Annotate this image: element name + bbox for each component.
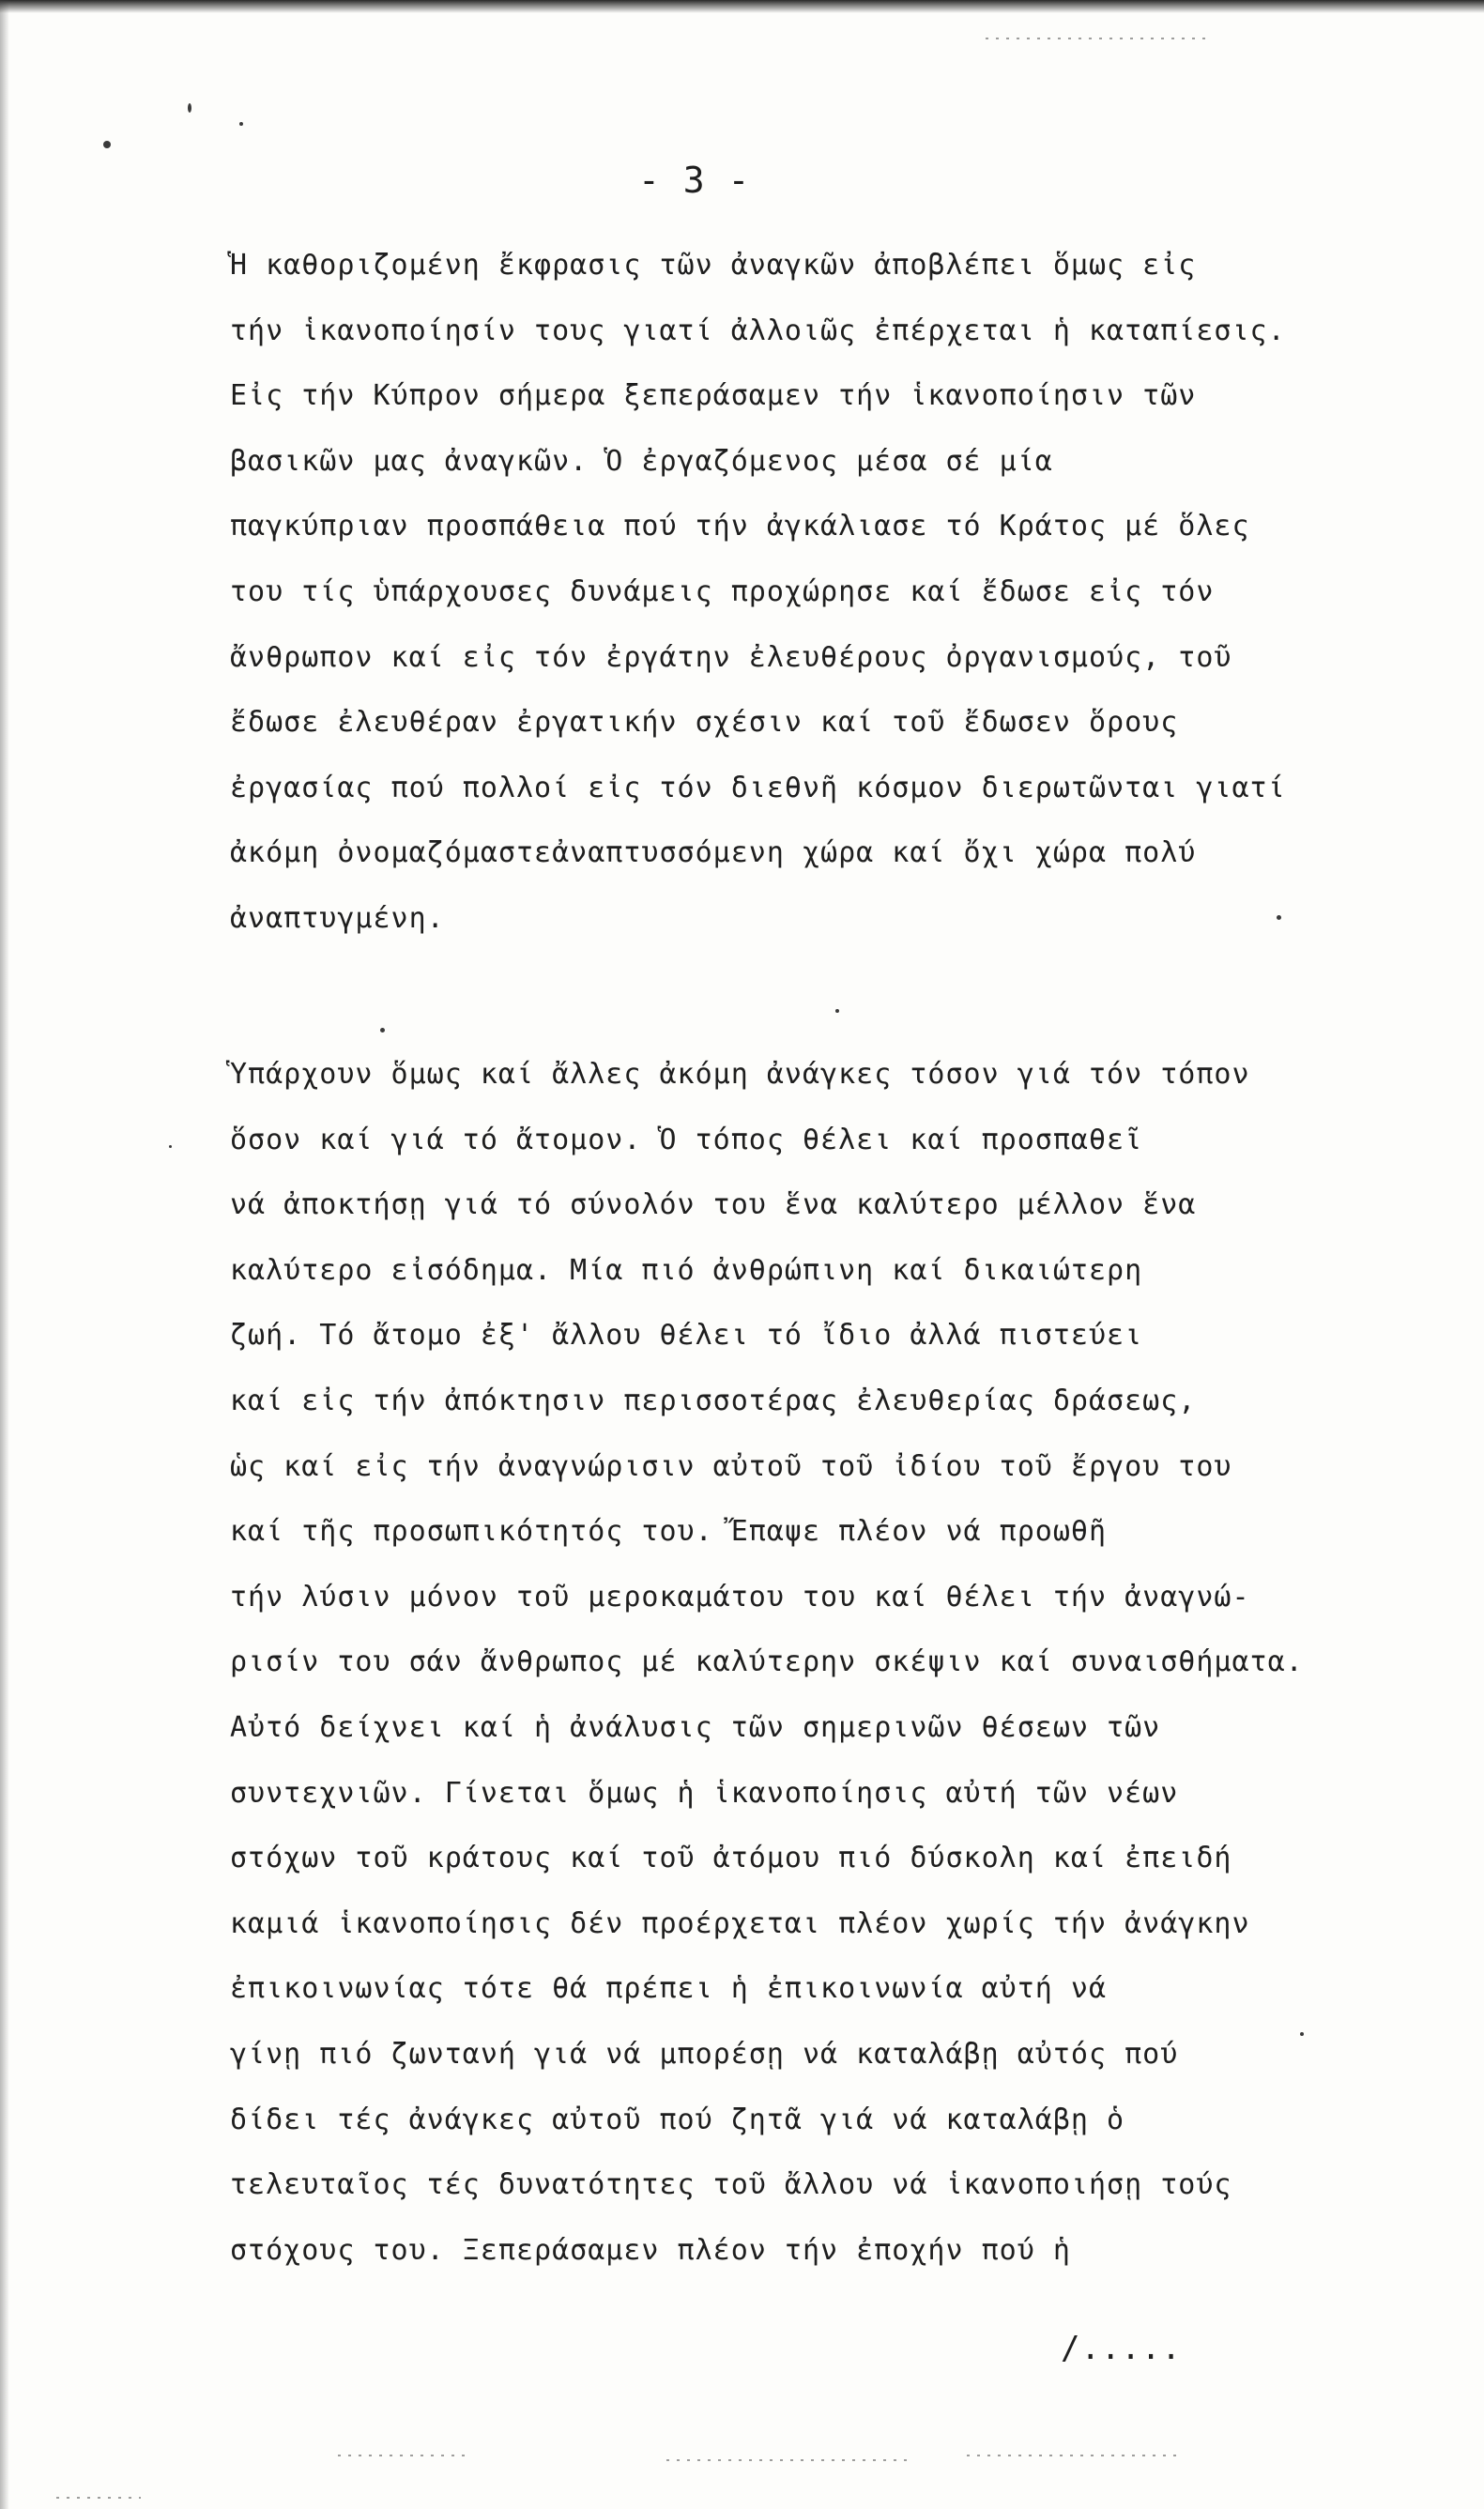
- paragraph-1: [230, 233, 1366, 952]
- scan-speck: [835, 1009, 839, 1013]
- scan-noise: [56, 2497, 141, 2499]
- scan-speck: [380, 1028, 385, 1033]
- text-line: καμιά ἱκανοποίησις δέν προέρχεται πλέον χωρίς τήν ἀνάγκην: [230, 1906, 1250, 1940]
- scan-noise: [338, 2455, 469, 2456]
- text-line: τήν λύσιν μόνον τοῦ μεροκαμάτου του καί θέλει τήν ἀναγνώ-: [230, 1580, 1250, 1614]
- page-number: - 3 -: [638, 160, 751, 201]
- text-line: συντεχνιῶν. Γίνεται ὅμως ἡ ἱκανοποίησις αὐτή τῶν νέων: [230, 1776, 1179, 1810]
- text-line: τήν ἱκανοποίησίν τους γιατί ἀλλοιῶς ἐπέρχεται ἡ καταπίεσις.: [230, 314, 1286, 347]
- text-line: καί εἰς τήν ἀπόκτησιν περισσοτέρας ἐλευθερίας δράσεως,: [230, 1384, 1197, 1417]
- paragraph-2: [230, 1042, 1366, 2283]
- text-line: στόχους του. Ξεπεράσαμεν πλέον τήν ἐποχήν πού ἡ: [230, 2233, 1071, 2267]
- text-line: τελευταῖος τές δυνατότητες τοῦ ἄλλου νά ἱκανοποιήσῃ τούς: [230, 2168, 1232, 2202]
- scan-edge-top: [0, 0, 1484, 13]
- scan-noise: [666, 2459, 910, 2461]
- text-line: ζωή. Τό ἄτομο ἐξ' ἄλλου θέλει τό ἴδιο ἀλλά πιστεύει: [230, 1319, 1143, 1353]
- text-line: καλύτερο εἰσόδημα. Μία πιό ἀνθρώπινη καί δικαιώτερη: [230, 1253, 1143, 1287]
- text-line: ἐπικοινωνίας τότε θά πρέπει ἡ ἐπικοινωνία αὐτή νά: [230, 1972, 1108, 2006]
- text-line: καί τῆς προσωπικότητός του. Ἔπαψε πλέον νά προωθῆ: [230, 1515, 1108, 1549]
- text-line: ὅσον καί γιά τό ἄτομον. Ὁ τόπος θέλει καί προσπαθεῖ: [230, 1123, 1143, 1156]
- scan-edge-left: [0, 0, 9, 2509]
- scan-speck: [169, 1145, 172, 1148]
- text-line: Ἡ καθοριζομένη ἔκφρασις τῶν ἀναγκῶν ἀποβλέπει ὅμως εἰς: [230, 249, 1197, 282]
- text-line: στόχων τοῦ κράτους καί τοῦ ἀτόμου πιό δύσκολη καί ἐπειδή: [230, 1842, 1232, 1875]
- text-line: ἄνθρωπον καί εἰς τόν ἐργάτην ἐλευθέρους ὀργανισμούς, τοῦ: [230, 640, 1232, 674]
- text-line: του τίς ὑπάρχουσες δυνάμεις προχώρησε καί ἔδωσε εἰς τόν: [230, 574, 1215, 608]
- text-line: Εἰς τήν Κύπρον σήμερα ξεπεράσαμεν τήν ἱκανοποίησιν τῶν: [230, 379, 1197, 413]
- scan-noise: [986, 38, 1211, 39]
- text-line: νά ἀποκτήσῃ γιά τό σύνολόν του ἕνα καλύτερο μέλλον ἕνα: [230, 1188, 1197, 1222]
- text-line: ἀναπτυγμένη.: [230, 901, 445, 935]
- text-line: Ὑπάρχουν ὅμως καί ἄλλες ἀκόμη ἀνάγκες τόσον γιά τόν τόπον: [230, 1058, 1250, 1091]
- text-line: ὡς καί εἰς τήν ἀναγνώρισιν αὐτοῦ τοῦ ἰδίου τοῦ ἔργου του: [230, 1449, 1232, 1483]
- text-line: γίνῃ πιό ζωντανή γιά νά μπορέσῃ νά καταλάβῃ αὐτός πού: [230, 2037, 1179, 2071]
- text-line: ἐργασίας πού πολλοί εἰς τόν διεθνῆ κόσμον διερωτῶνται γιατί: [230, 771, 1286, 804]
- text-line: δίδει τές ἀνάγκες αὐτοῦ πού ζητᾶ γιά νά καταλάβῃ ὁ: [230, 2103, 1125, 2136]
- scan-noise: [967, 2455, 1183, 2456]
- text-line: ρισίν του σάν ἄνθρωπος μέ καλύτερην σκέψιν καί συναισθήματα.: [230, 1645, 1304, 1679]
- scan-speck: [103, 141, 111, 148]
- text-line: ἀκόμη ὀνομαζόμαστεἀναπτυσσόμενη χώρα καί ὄχι χώρα πολύ: [230, 836, 1197, 870]
- scan-speck: [239, 122, 243, 126]
- text-line: βασικῶν μας ἀναγκῶν. Ὁ ἐργαζόμενος μέσα σέ μία: [230, 444, 1053, 478]
- text-line: ἔδωσε ἐλευθέραν ἐργατικήν σχέσιν καί τοῦ ἔδωσεν ὅρους: [230, 706, 1179, 740]
- text-line: παγκύπριαν προσπάθεια πού τήν ἀγκάλιασε τό Κράτος μέ ὅλες: [230, 510, 1250, 543]
- continuation-mark: /.....: [1061, 2330, 1182, 2367]
- text-line: Αὐτό δείχνει καί ἡ ἀνάλυσις τῶν σημερινῶν θέσεων τῶν: [230, 1710, 1161, 1744]
- scan-speck: [188, 103, 191, 113]
